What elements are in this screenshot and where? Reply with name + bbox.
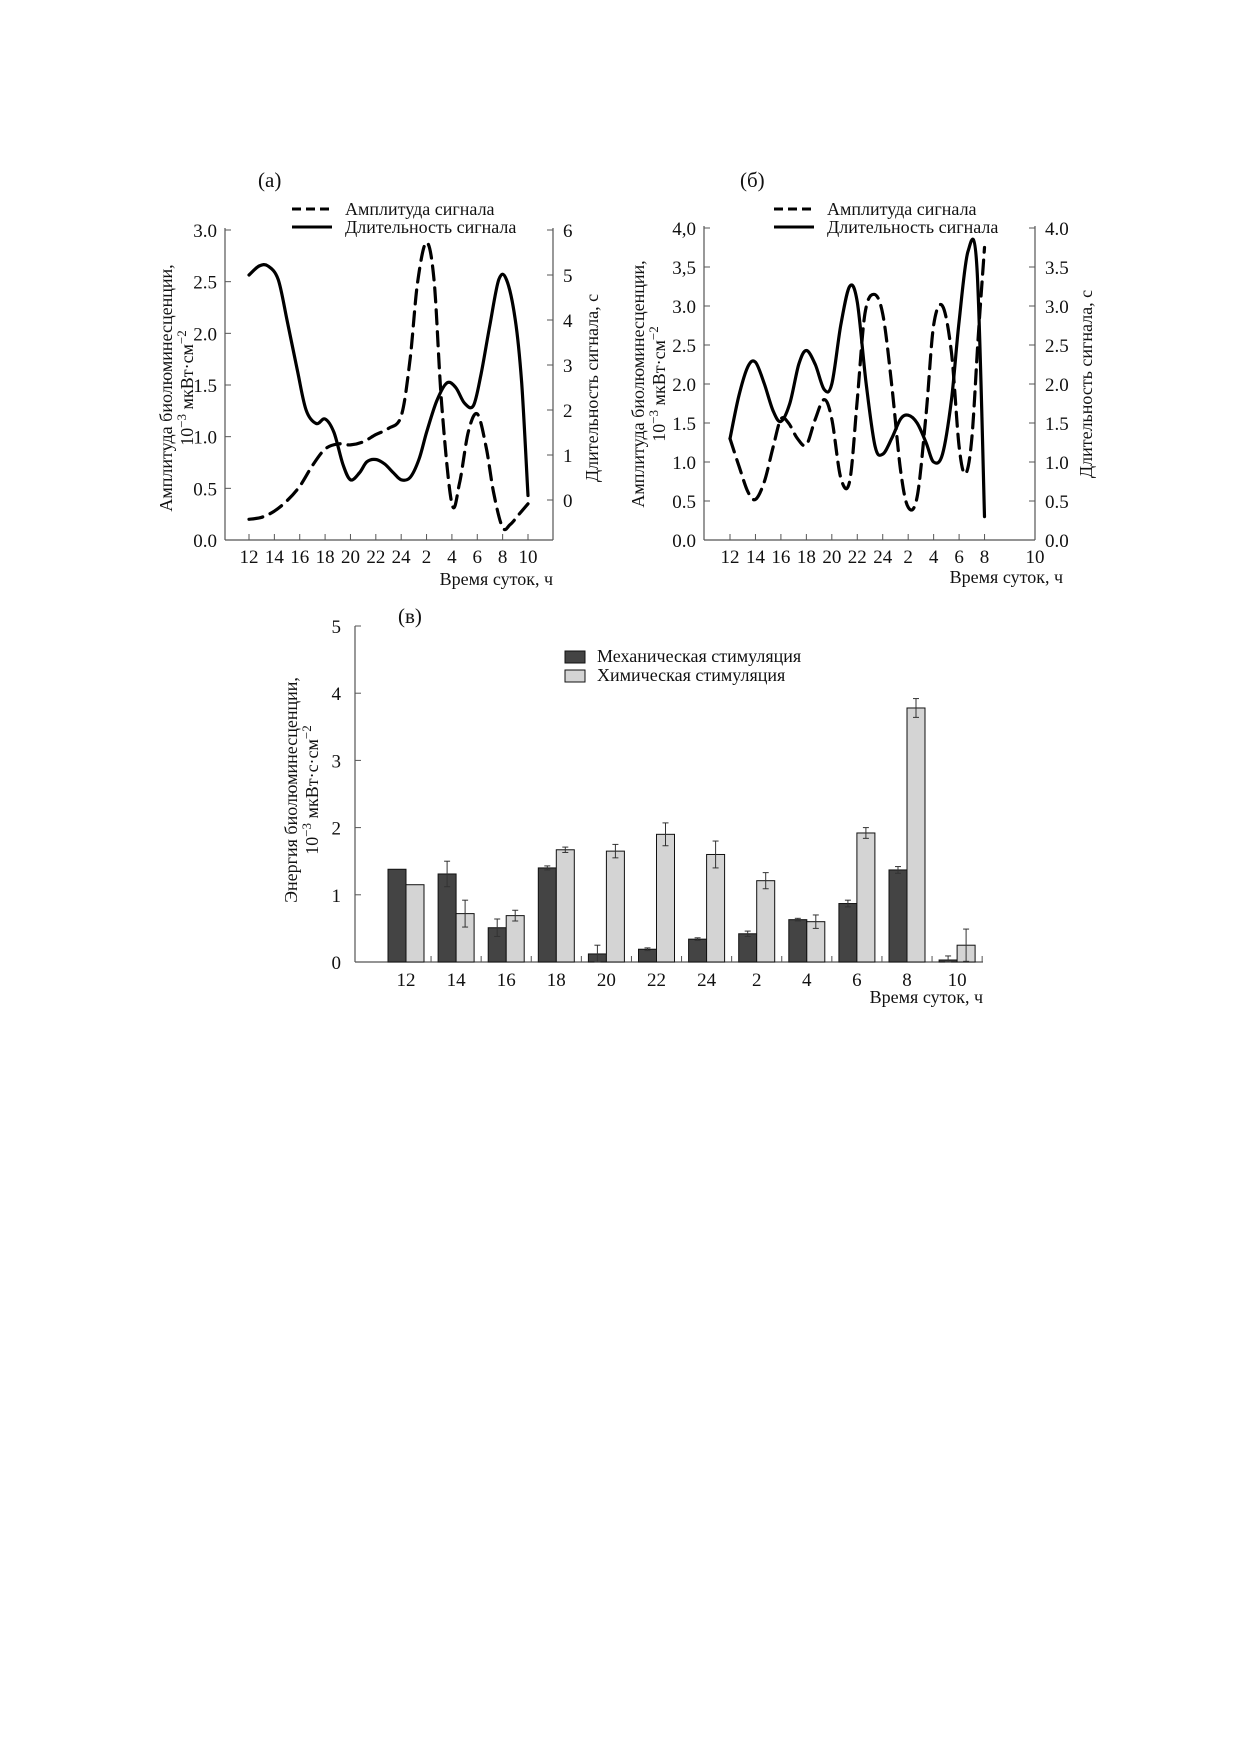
y-tick-label: 1.5 (672, 414, 696, 435)
y-tick-label: 3.0 (672, 297, 696, 318)
x-tick-label: 12 (720, 547, 740, 568)
x-tick-label: 4 (447, 547, 457, 568)
y2-tick-label: 4.0 (1045, 219, 1069, 240)
y2-tick-label: 2.0 (1045, 375, 1069, 396)
bar-chemical (657, 834, 675, 962)
x-tick-label: 16 (290, 547, 310, 568)
y2-axis-title-b: Длительность сигнала, с (1076, 289, 1096, 479)
y2-tick-label: 0.0 (1045, 531, 1069, 552)
x-tick-label: 22 (647, 970, 666, 991)
y-tick-label: 3.0 (193, 221, 217, 242)
y-tick-label: 0 (331, 953, 341, 974)
x-tick-label: 6 (472, 547, 483, 568)
x-tick-label: 12 (239, 547, 259, 568)
x-tick-label: 12 (396, 970, 416, 991)
bar-mechanical (689, 939, 707, 962)
bar-mechanical (739, 934, 757, 962)
y-tick-label: 1.0 (672, 453, 696, 474)
x-tick-label: 10 (518, 547, 538, 568)
bar-chemical (556, 850, 574, 962)
series-line-duration (249, 265, 528, 496)
x-tick-label: 14 (446, 970, 466, 991)
y-axis-title-a: Амплитуда биолюминесценции, (156, 264, 176, 512)
y2-axis-title-a: Длительность сигнала, с (582, 293, 602, 483)
bars-c (388, 699, 975, 962)
x-tick-label: 18 (796, 547, 816, 568)
chart-c (281, 604, 983, 1007)
x-tick-label: 24 (697, 970, 717, 991)
bar-mechanical (839, 904, 857, 962)
x-axis-title-c: Время суток, ч (869, 987, 983, 1007)
x-tick-label: 20 (340, 547, 360, 568)
y2-tick-label: 3 (563, 356, 573, 377)
y-tick-label: 3,5 (672, 258, 696, 279)
y2-tick-label: 1.5 (1045, 414, 1069, 435)
series-line-amplitude (249, 242, 528, 529)
x-tick-label: 2 (421, 547, 432, 568)
bar-chemical (707, 854, 725, 962)
bar-mechanical (789, 920, 807, 962)
legend-label-chemical: Химическая стимуляция (597, 665, 786, 685)
x-tick-label: 2 (751, 970, 762, 991)
y2-tick-label: 6 (563, 221, 573, 242)
x-tick-label: 8 (979, 547, 990, 568)
x-tick-label: 6 (954, 547, 964, 568)
x-tick-label: 8 (497, 547, 508, 568)
y-axis-title-b: Амплитуда биолюминесценции, (628, 260, 648, 508)
x-axis-title-b: Время суток, ч (949, 567, 1063, 587)
y2-tick-label: 2 (563, 401, 573, 422)
y-axis-units-c: $10^{-3}$ $мкВт\cdot с\cdot см^{-2}$ (299, 725, 322, 855)
legend-label-mechanical: Механическая стимуляция (597, 646, 802, 666)
x-tick-label: 10 (1025, 547, 1045, 568)
y-axis-title-c: Энергия биолюминесценции, (281, 677, 301, 903)
x-tick-label: 18 (315, 547, 335, 568)
bar-chemical (857, 833, 875, 962)
y-tick-label: 4 (331, 684, 341, 706)
bar-chemical (406, 885, 424, 962)
bar-chemical (606, 851, 624, 962)
y-tick-label: 1.0 (193, 427, 217, 449)
y-tick-label: 0.5 (672, 492, 696, 513)
bar-chemical (506, 916, 524, 962)
x-tick-label: 20 (596, 970, 616, 991)
axes-b (672, 219, 1069, 568)
y2-tick-label: 3.0 (1045, 297, 1069, 318)
y-tick-label: 3 (331, 751, 341, 773)
panel-label-b: (б) (740, 168, 765, 192)
panel-label-a: (а) (258, 168, 282, 192)
x-tick-label: 16 (496, 970, 516, 991)
y2-tick-label: 4 (563, 311, 573, 332)
legend-c (565, 646, 801, 685)
y-axis-units-a: $10^{-3}$ $мкВт\cdot см^{-2}$ (174, 330, 197, 446)
legend-label-amplitude: Амплитуда сигнала (827, 199, 977, 219)
y-tick-label: 2 (331, 818, 341, 840)
y-tick-label: 2.5 (193, 272, 217, 294)
bar-mechanical (538, 868, 556, 962)
x-axis-title-a: Время суток, ч (439, 569, 553, 589)
legend-label-duration: Длительность сигнала (827, 217, 999, 237)
series-b (730, 239, 985, 516)
x-tick-label: 4 (928, 547, 939, 568)
y-tick-label: 4,0 (672, 219, 696, 240)
x-tick-label: 14 (264, 547, 284, 568)
legend-a (292, 199, 516, 237)
bar-mechanical (889, 870, 907, 962)
y2-tick-label: 3.5 (1045, 258, 1069, 279)
legend-b (774, 199, 998, 237)
x-tick-label: 18 (546, 970, 566, 991)
series-a (249, 242, 528, 529)
y2-tick-label: 1 (563, 446, 573, 467)
y-tick-label: 2.5 (672, 336, 696, 357)
x-tick-label: 24 (873, 547, 893, 568)
y-tick-label: 0.5 (193, 479, 217, 501)
x-tick-label: 14 (745, 547, 765, 568)
legend-swatch-chemical (565, 670, 585, 682)
bar-mechanical (639, 949, 657, 962)
legend-label-duration: Длительность сигнала (345, 217, 517, 237)
bar-mechanical (388, 869, 406, 962)
panel-label-c: (в) (398, 604, 422, 628)
y-tick-label: 0.0 (672, 531, 696, 552)
x-tick-label: 8 (902, 970, 912, 991)
y-tick-label: 1 (331, 885, 341, 907)
y-tick-label: 5 (331, 617, 341, 638)
y-tick-label: 2.0 (672, 375, 696, 396)
x-tick-label: 16 (771, 547, 791, 568)
chart-a (156, 168, 602, 589)
legend-label-amplitude: Амплитуда сигнала (345, 199, 495, 219)
series-line-amplitude (730, 248, 985, 511)
y2-tick-label: 5 (563, 266, 573, 287)
x-tick-label: 10 (947, 970, 967, 991)
x-tick-label: 22 (847, 547, 867, 568)
bar-chemical (907, 708, 925, 962)
x-tick-label: 2 (903, 547, 913, 568)
bar-chemical (757, 881, 775, 962)
y2-tick-label: 0 (563, 491, 573, 512)
y-tick-label: 0.0 (193, 531, 217, 552)
x-tick-label: 6 (852, 970, 862, 991)
y-tick-label: 2.0 (193, 324, 217, 346)
x-tick-label: 20 (822, 547, 842, 568)
x-tick-label: 22 (366, 547, 386, 568)
y2-tick-label: 2.5 (1045, 336, 1069, 357)
y2-tick-label: 0.5 (1045, 492, 1069, 513)
legend-swatch-mechanical (565, 651, 585, 663)
y-tick-label: 1.5 (193, 376, 217, 397)
y2-tick-label: 1.0 (1045, 453, 1069, 474)
x-tick-label: 24 (391, 547, 411, 568)
y-axis-units-b: $10^{-3}$ $мкВт\cdot см^{-2}$ (646, 326, 669, 442)
series-line-duration (730, 239, 985, 516)
x-tick-label: 4 (802, 970, 812, 991)
chart-b (628, 168, 1096, 587)
